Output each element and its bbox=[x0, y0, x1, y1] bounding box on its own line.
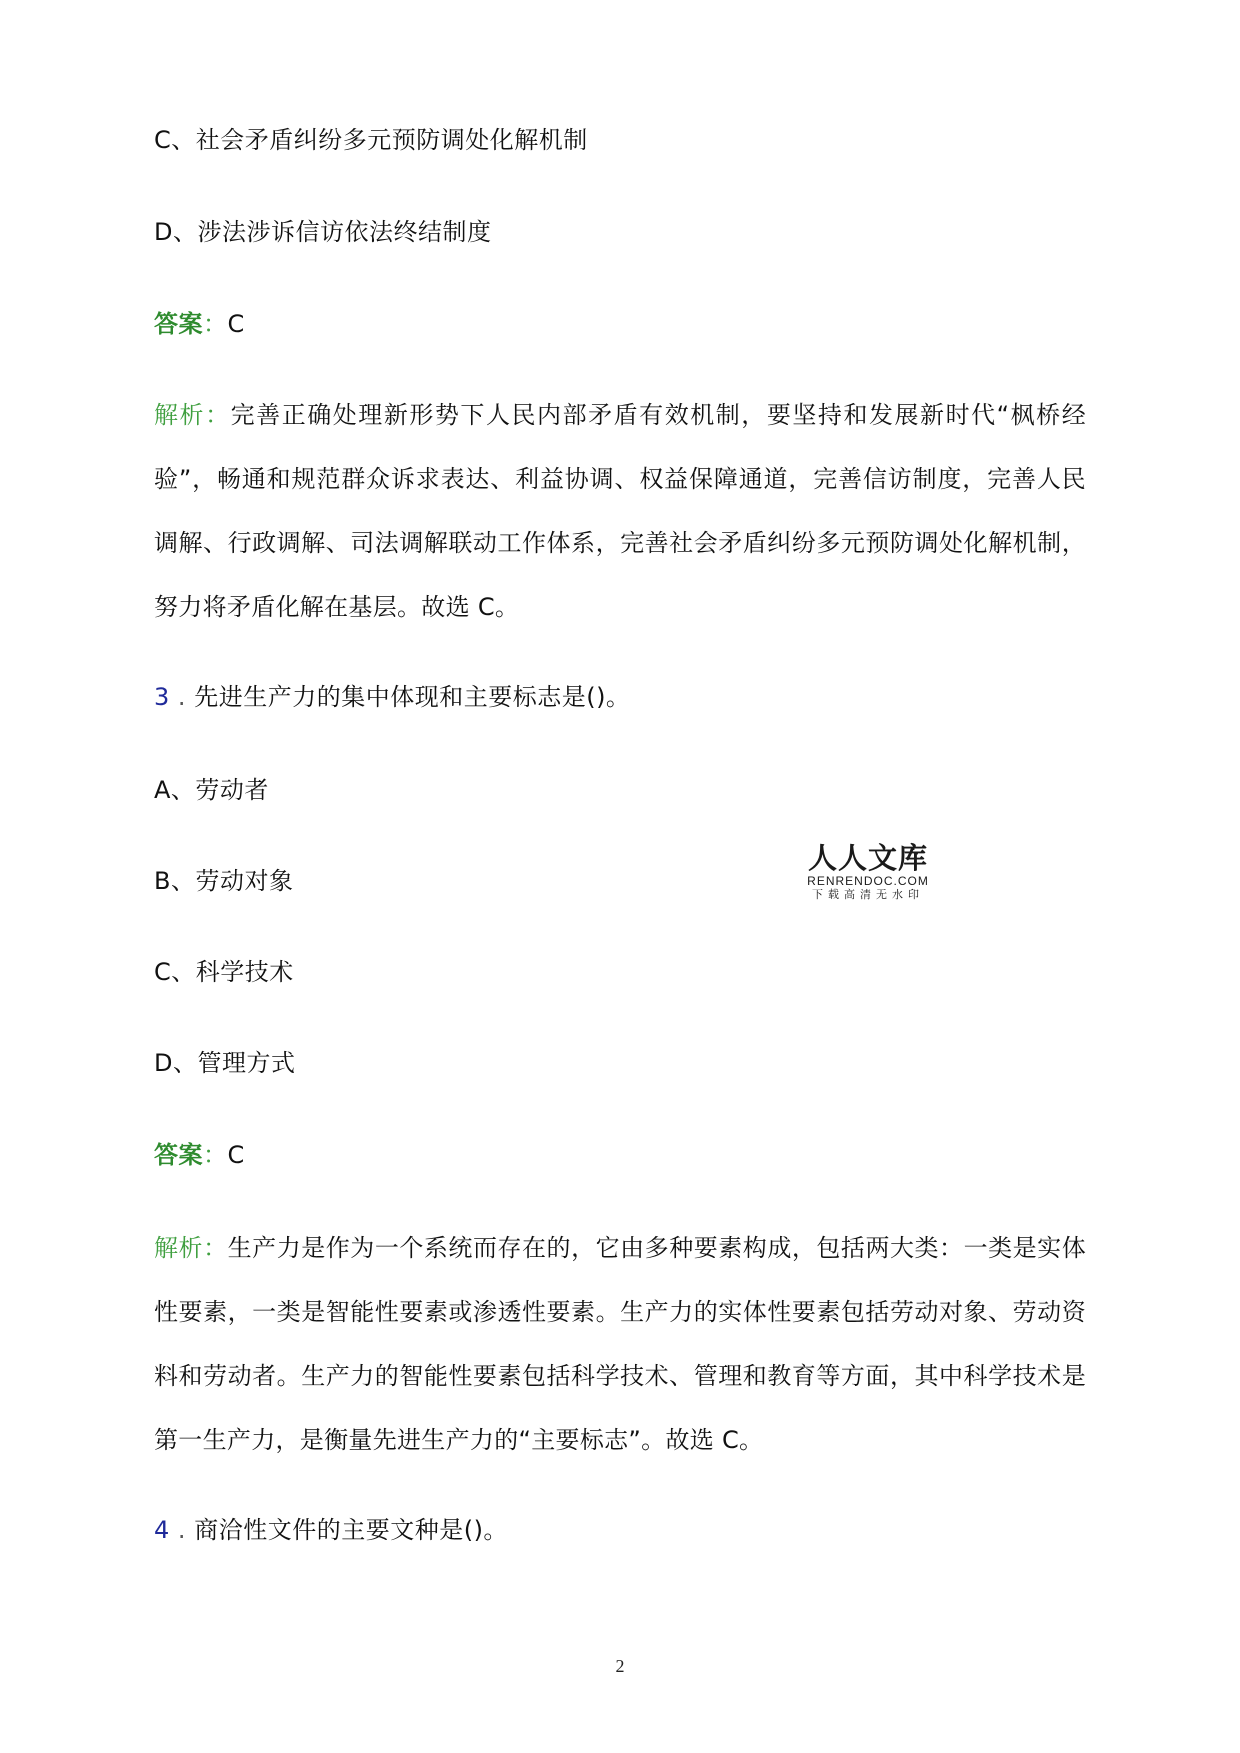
option-c-prev bbox=[154, 124, 588, 156]
watermark-subtitle: 下载高清无水印 bbox=[812, 889, 924, 901]
watermark-url: RENRENDOC.COM bbox=[807, 874, 929, 888]
watermark-title: 人人文库 bbox=[807, 841, 928, 875]
analysis-3 bbox=[154, 1216, 1086, 1472]
analysis-text: 生产力是作为一个系统而存在的，它由多种要素构成，包括两大类：一类是实体性要素，一类是智能性要素或渗透性要素。生产力的实体性要素包括劳动对象、劳动资料和劳动者。生产力的智能性要素包括科学技术、管理和教育等方面，其中科学技术是第一生产力，是衡量先进生产力的“主要标志”。故选 C。 bbox=[154, 1234, 1087, 1454]
option-separator: 、 bbox=[170, 867, 196, 895]
analysis-text: 完善正确处理新形势下人民内部矛盾有效机制，要坚持和发展新时代“枫桥经验”，畅通和规范群众诉求表达、利益协调、权益保障通道，完善信访制度，完善人民调解、行政调解、司法调解联动工作体系，完善社会矛盾纠纷多元预防调处化解机制，努力将矛盾化解在基层。故选 C。 bbox=[154, 401, 1086, 621]
option-text: 劳动者 bbox=[195, 776, 269, 804]
option-separator: 、 bbox=[171, 126, 196, 154]
option-c bbox=[154, 956, 294, 988]
option-a bbox=[154, 774, 269, 806]
answer-label: 答案 bbox=[154, 1141, 203, 1169]
option-separator: 、 bbox=[172, 218, 198, 246]
option-text: 管理方式 bbox=[197, 1049, 296, 1077]
answer-value: C bbox=[227, 1141, 245, 1169]
question-text: 商洽性文件的主要文种是()。 bbox=[194, 1516, 508, 1544]
option-letter: C bbox=[154, 126, 172, 154]
option-text: 涉法涉诉信访依法终结制度 bbox=[197, 218, 492, 246]
analysis-colon: ： bbox=[203, 1234, 228, 1262]
answer-value: C bbox=[227, 310, 245, 338]
option-d-prev bbox=[154, 216, 491, 248]
page-number: 2 bbox=[615, 1656, 625, 1676]
option-separator: 、 bbox=[171, 958, 196, 986]
option-separator: 、 bbox=[170, 776, 196, 804]
option-letter: D bbox=[154, 218, 173, 246]
question-dot: . bbox=[177, 1516, 187, 1544]
question-text: 先进生产力的集中体现和主要标志是()。 bbox=[194, 683, 631, 711]
option-letter: A bbox=[154, 776, 171, 804]
option-letter: D bbox=[154, 1049, 173, 1077]
answer-3 bbox=[154, 1139, 245, 1171]
question-number: 4 bbox=[154, 1516, 170, 1544]
answer-prev bbox=[154, 308, 245, 340]
question-number: 3 bbox=[154, 683, 170, 711]
question-dot: . bbox=[177, 683, 187, 711]
option-d bbox=[154, 1047, 295, 1079]
option-separator: 、 bbox=[172, 1049, 198, 1077]
option-text: 劳动对象 bbox=[195, 867, 294, 895]
option-letter: B bbox=[154, 867, 171, 895]
answer-colon: ： bbox=[203, 310, 228, 338]
analysis-label: 解析 bbox=[154, 1234, 204, 1262]
answer-colon: ： bbox=[203, 1141, 228, 1169]
option-text: 科学技术 bbox=[195, 958, 294, 986]
option-letter: C bbox=[154, 958, 172, 986]
analysis-colon: ： bbox=[205, 401, 231, 429]
option-text: 社会矛盾纠纷多元预防调处化解机制 bbox=[195, 126, 588, 154]
analysis-label: 解析 bbox=[154, 401, 206, 429]
answer-label: 答案 bbox=[154, 310, 203, 338]
watermark-logo bbox=[800, 842, 936, 902]
question-4-stem bbox=[154, 1514, 508, 1546]
option-b bbox=[154, 865, 293, 897]
analysis-prev bbox=[154, 383, 1086, 639]
question-3-stem bbox=[154, 681, 630, 713]
